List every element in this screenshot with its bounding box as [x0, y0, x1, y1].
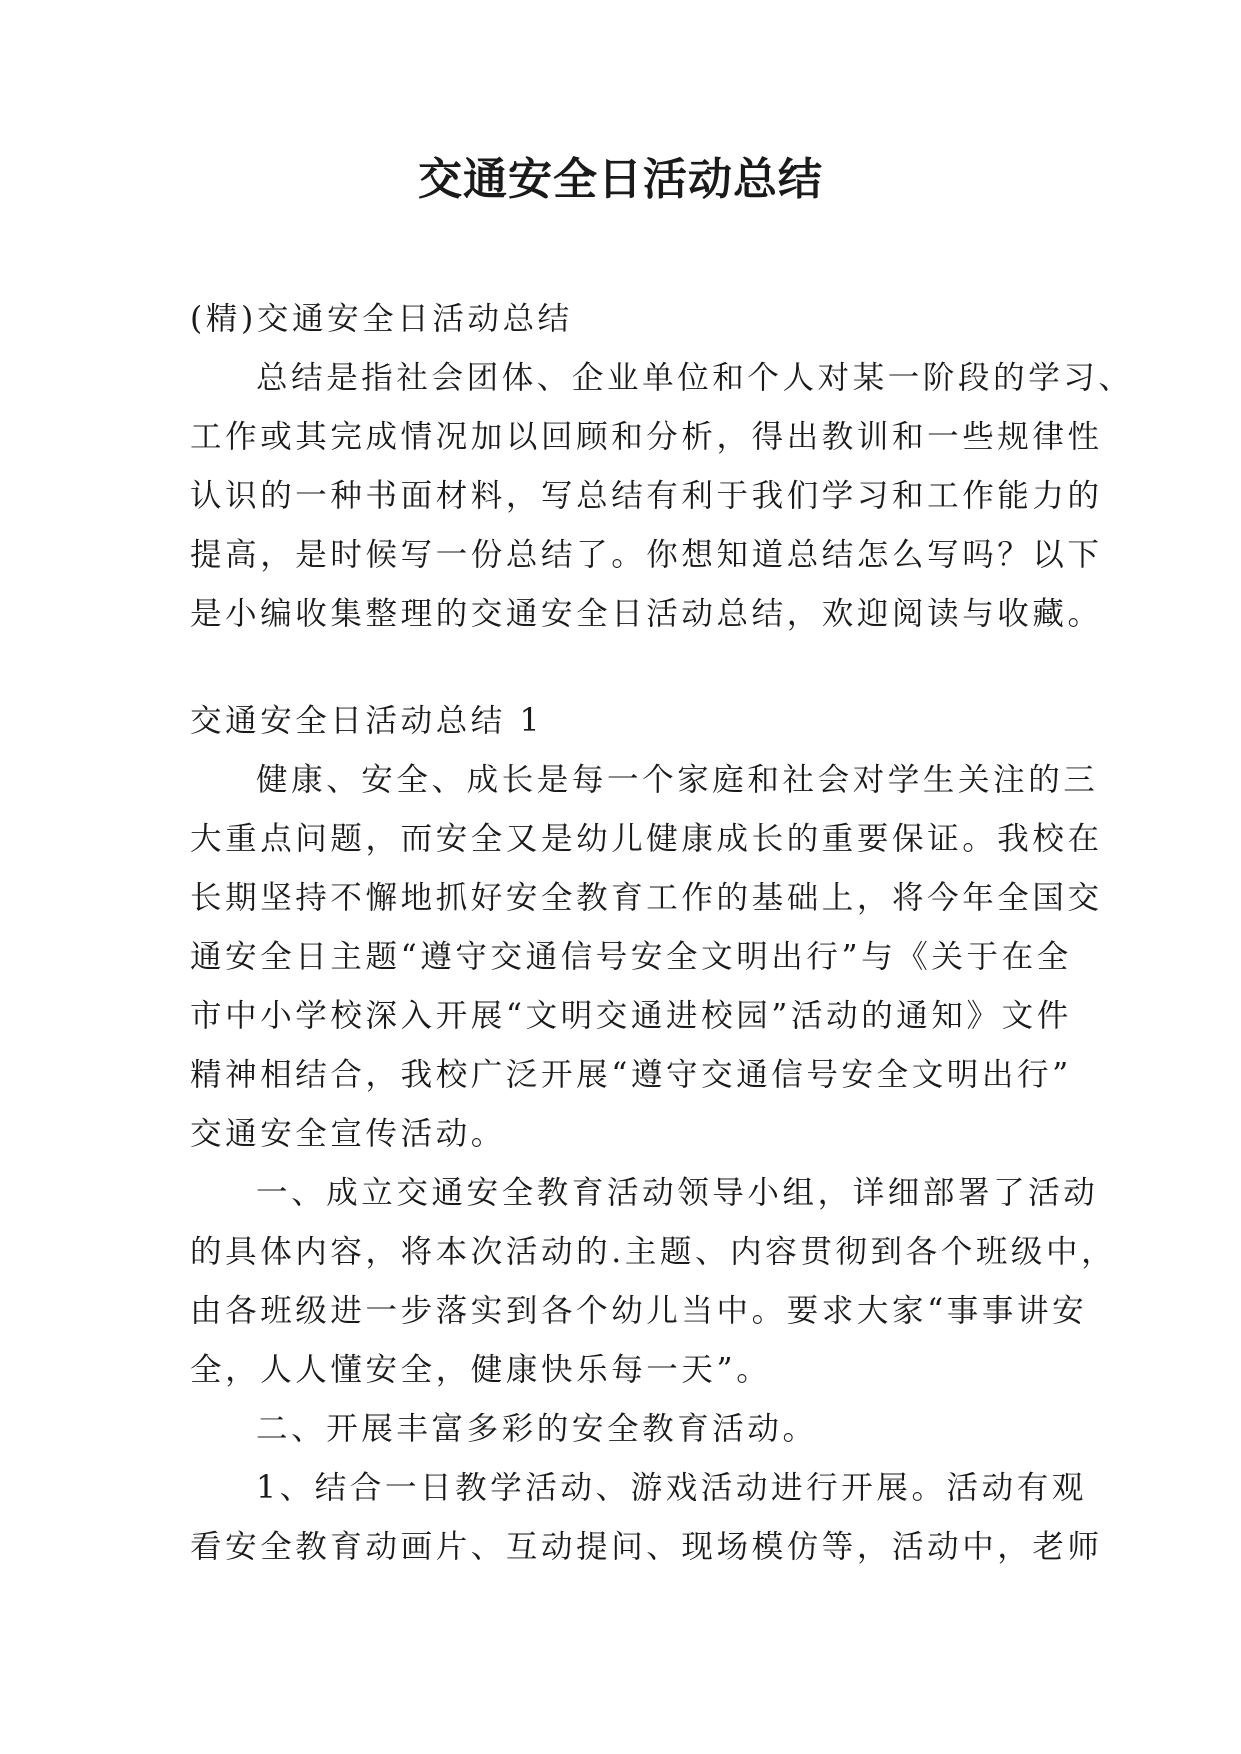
text-line: 总结是指社会团体、企业单位和个人对某一阶段的学习、	[256, 360, 1134, 396]
text-line: 精神相结合，我校广泛开展“遵守交通信号安全文明出行”	[190, 1057, 1072, 1093]
paragraph-1	[190, 751, 1103, 1164]
paragraph-2	[190, 1164, 1117, 1400]
text-line: 通安全日主题“遵守交通信号安全文明出行”与《关于在全	[190, 939, 1072, 975]
text-line: 二、开展丰富多彩的安全教育活动。	[256, 1411, 818, 1447]
intro-paragraph	[190, 349, 1134, 644]
text-line: 长期坚持不懈地抓好安全教育工作的基础上，将今年全国交	[190, 880, 1103, 916]
text-line: 由各班级进一步落实到各个幼儿当中。要求大家“事事讲安	[190, 1293, 1088, 1329]
text-line: 市中小学校深入开展“文明交通进校园”活动的通知》文件	[190, 998, 1072, 1034]
text-line: 认识的一种书面材料，写总结有利于我们学习和工作能力的	[190, 478, 1103, 514]
text-line: 大重点问题，而安全又是幼儿健康成长的重要保证。我校在	[190, 821, 1103, 857]
text-line: 交通安全宣传活动。	[190, 1116, 506, 1152]
paragraph-3	[190, 1400, 1062, 1459]
document-subtitle: (精)交通安全日活动总结	[190, 301, 573, 337]
text-line: 健康、安全、成长是每一个家庭和社会对学生关注的三	[256, 762, 1099, 798]
text-line: 提高，是时候写一份总结了。你想知道总结怎么写吗？以下	[190, 537, 1103, 573]
document-title: 交通安全日活动总结	[418, 154, 823, 205]
text-line: 的具体内容，将本次活动的.主题、内容贯彻到各个班级中，	[190, 1234, 1117, 1270]
text-line: 一、成立交通安全教育活动领导小组，详细部署了活动	[256, 1175, 1099, 1211]
text-line: 是小编收集整理的交通安全日活动总结，欢迎阅读与收藏。	[190, 596, 1103, 632]
document-body	[190, 290, 1134, 1577]
paragraph-4	[190, 1459, 1103, 1577]
text-line: 全，人人懂安全，健康快乐每一天”。	[190, 1352, 772, 1388]
text-line: 工作或其完成情况加以回顾和分析，得出教训和一些规律性	[190, 419, 1103, 455]
text-line: 1、结合一日教学活动、游戏活动进行开展。活动有观	[256, 1470, 1087, 1506]
section-heading: 交通安全日活动总结 1	[190, 703, 544, 739]
text-line: 看安全教育动画片、互动提问、现场模仿等，活动中，老师	[190, 1529, 1103, 1565]
